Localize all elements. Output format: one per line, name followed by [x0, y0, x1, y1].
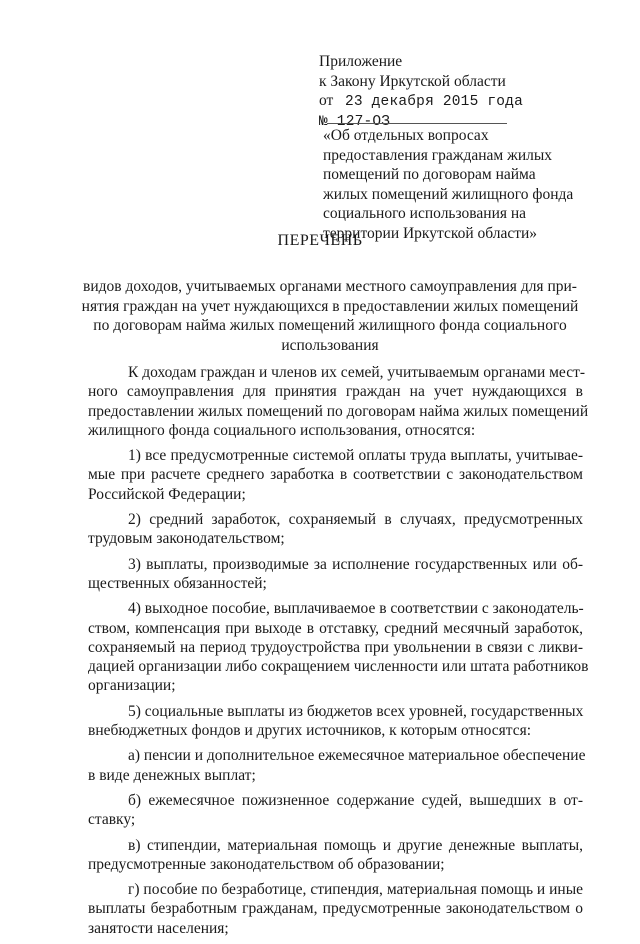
number-underline	[327, 123, 507, 124]
paragraph-line: щественных обязанностей;	[88, 574, 267, 592]
paragraph-line: б) ежемесячное пожизненное содержание судей, вышедших в от-	[128, 791, 583, 809]
law-title-line: социального использования на	[323, 205, 527, 222]
body-paragraph	[88, 510, 583, 549]
paragraph-line: ством, компенсация при выходе в отставку, средний месячный заработок,	[88, 619, 583, 637]
paragraph-line: ставку;	[88, 811, 136, 829]
subheading-line: по договорам найма жилых помещений жилищного фонда социального	[93, 317, 567, 334]
paragraph-line: мые при расчете среднего заработка в соответствии с законодательством	[88, 466, 583, 484]
body-paragraph	[88, 880, 583, 938]
paragraph-line: трудовым законодательством;	[88, 530, 285, 548]
body-paragraph	[88, 746, 586, 785]
law-title-line: жилых помещений жилищного фонда	[323, 185, 574, 203]
law-title-line: «Об отдельных вопросах	[323, 127, 489, 144]
subheading-line: видов доходов, учитываемых органами местного самоуправления для при-	[83, 278, 577, 295]
document-body	[88, 363, 589, 944]
paragraph-line: К доходам граждан и членов их семей, учитываемым органами мест-	[128, 364, 586, 381]
paragraph-line: выплаты безработным гражданам, предусмотренные законодательством о	[88, 900, 583, 918]
paragraph-line: Российской Федерации;	[88, 485, 246, 503]
paragraph-line: жилищного фонда социального использования, относятся:	[88, 421, 476, 439]
paragraph-line: сохраняемый на период трудоустройства при увольнении в связи с ликви-	[88, 638, 583, 656]
appendix-date-line	[319, 91, 559, 113]
paragraph-line: 4) выходное пособие, выплачиваемое в соответствии с законодатель-	[128, 600, 584, 618]
paragraph-line: 1) все предусмотренные системой оплаты труда выплаты, учитывае-	[128, 447, 583, 465]
body-paragraph	[88, 599, 589, 695]
appendix-block	[319, 52, 559, 132]
body-paragraph	[88, 555, 583, 594]
law-title-line: территории Иркутской области»	[323, 224, 538, 242]
appendix-date-prefix: от	[319, 92, 334, 109]
paragraph-line: внебюджетных фондов и других источников, к которым относятся:	[88, 722, 532, 740]
law-title	[323, 126, 574, 243]
appendix-date: 23 декабря 2015 года	[344, 94, 523, 110]
paragraph-line: 5) социальные выплаты из бюджетов всех уровней, государственных	[128, 702, 584, 720]
appendix-law-number: № 127-ОЗ	[319, 113, 391, 130]
document-subheading	[80, 277, 580, 355]
paragraph-line: предоставлении жилых помещений по договорам найма жилых помещений	[88, 402, 589, 420]
subheading-line: нятия граждан на учет нуждающихся в предоставлении жилых помещений	[81, 297, 579, 315]
body-paragraph	[88, 363, 589, 440]
body-paragraph	[88, 702, 583, 741]
appendix-law-ref: к Закону Иркутской области	[319, 72, 506, 90]
body-paragraph	[88, 446, 583, 504]
paragraph-line: 2) средний заработок, сохраняемый в случаях, предусмотренных	[128, 511, 583, 529]
subheading-line: использования	[281, 336, 379, 354]
document-heading: ПЕРЕЧЕНЬ	[277, 232, 363, 249]
paragraph-line: 3) выплаты, производимые за исполнение государственных или об-	[128, 555, 583, 573]
paragraph-line: предусмотренные законодательством об образовании;	[88, 855, 445, 873]
body-paragraph	[88, 791, 583, 830]
paragraph-line: а) пенсии и дополнительное ежемесячное материальное обеспечение	[128, 747, 586, 765]
paragraph-line: организации;	[88, 677, 176, 695]
paragraph-line: ного самоуправления для принятия граждан на учет нуждающихся в	[88, 383, 583, 401]
paragraph-line: занятости населения;	[88, 919, 229, 937]
paragraph-line: г) пособие по безработице, стипендия, материальная помощь и иные	[128, 881, 583, 899]
law-title-line: помещений по договорам найма	[323, 166, 536, 183]
law-title-line: предоставления гражданам жилых	[323, 146, 553, 164]
body-paragraph	[88, 836, 583, 875]
paragraph-line: дацией организации либо сокращением численности или штата работников	[88, 658, 589, 676]
appendix-label: Приложение	[319, 53, 403, 70]
paragraph-line: в виде денежных выплат;	[88, 766, 256, 784]
paragraph-line: в) стипендии, материальная помощь и другие денежные выплаты,	[128, 836, 583, 854]
